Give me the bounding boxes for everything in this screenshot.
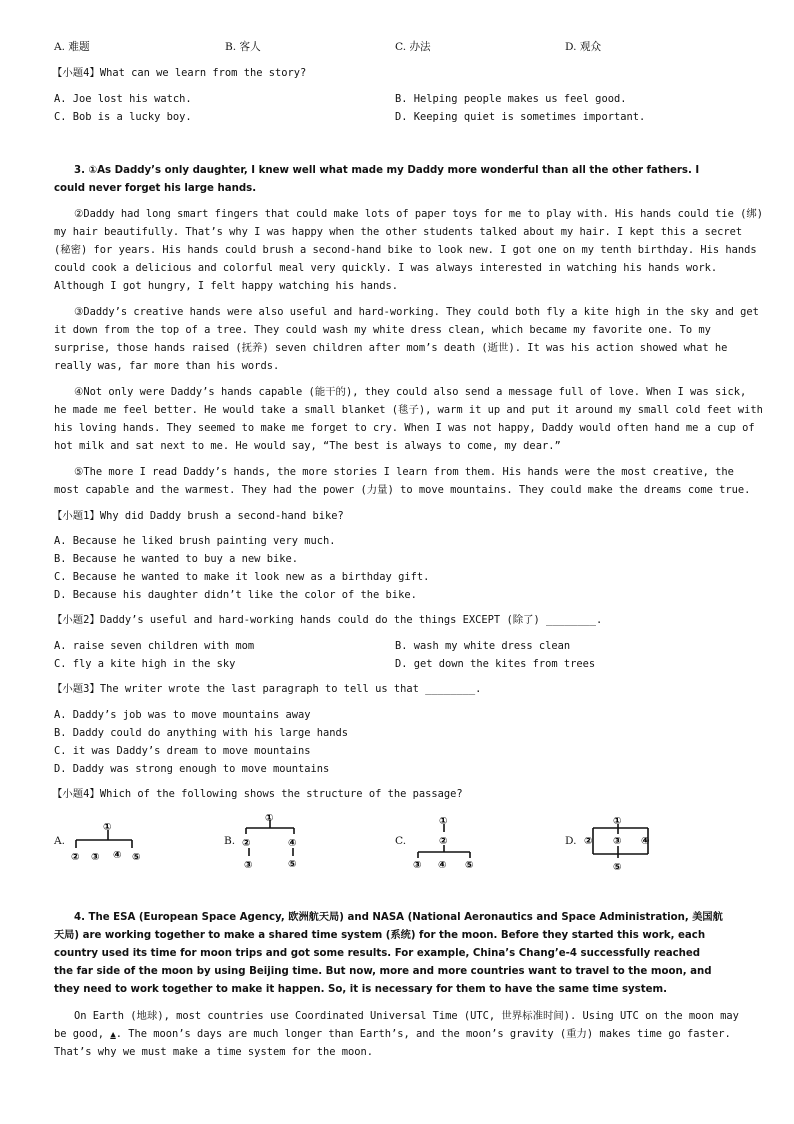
diagram-d-node-5: ⑤ bbox=[613, 862, 622, 873]
passage3-p4-line: he made me feel better. He would take a small blanket (毯子), warm it up and put it around my small cold feet with bbox=[54, 404, 763, 416]
diagram-c-node-5: ⑤ bbox=[465, 860, 474, 871]
passage4-p2-line2-start: be good, bbox=[54, 1028, 105, 1040]
passage4-p2-line2-end: . The moon’s days are much longer than Earth’s, and the moon’s gravity (重力) makes time go faster. bbox=[115, 1028, 731, 1040]
prev-q4-stem: 【小题4】What can we learn from the story? bbox=[52, 67, 307, 79]
prev-q4-option-a: A. Joe lost his watch. bbox=[54, 93, 192, 105]
passage4-bold-line: 4. The ESA (European Space Agency, 欧洲航天局) and NASA (National Aeronautics and Space Administration, 美国航 bbox=[74, 912, 723, 923]
q2-option-b: B. wash my white dress clean bbox=[395, 640, 571, 652]
q3-option-a: A. Daddy’s job was to move mountains away bbox=[54, 709, 311, 721]
structure-diagram-b bbox=[236, 810, 316, 870]
diagram-a-node-5: ⑤ bbox=[132, 852, 141, 863]
passage4-bold-line: they need to work together to make it happen. So, it is necessary for them to have the same time system. bbox=[54, 984, 668, 995]
q1-option-a: A. Because he liked brush painting very much. bbox=[54, 535, 336, 547]
diagram-b-node-4: ④ bbox=[288, 838, 297, 849]
diagram-d-node-3: ③ bbox=[613, 836, 622, 847]
diagram-b-node-3: ③ bbox=[244, 860, 253, 871]
passage4-p2-line1: On Earth (地球), most countries use Coordinated Universal Time (UTC, 世界标准时间). Using UTC on the moon may bbox=[74, 1010, 739, 1022]
structure-diagram-d bbox=[578, 812, 668, 872]
q2-option-a: A. raise seven children with mom bbox=[54, 640, 255, 652]
q1-option-d: D. Because his daughter didn’t like the color of the bike. bbox=[54, 589, 417, 601]
structure-diagram-a bbox=[66, 816, 156, 866]
passage3-p3-line: ③Daddy’s creative hands were also useful and hard-working. They could both fly a kite high in the sky and get bbox=[74, 306, 759, 318]
diagram-a-node-3: ③ bbox=[91, 852, 100, 863]
diagram-c-node-2: ② bbox=[439, 836, 448, 847]
q4-stem: 【小题4】Which of the following shows the structure of the passage? bbox=[52, 788, 463, 800]
passage3-p3-line: it down from the top of a tree. They could wash my white dress clean, which became my favorite one. To my bbox=[54, 324, 711, 336]
q4-option-c-letter: C. bbox=[395, 835, 407, 847]
prev-q4-option-c: C. Bob is a lucky boy. bbox=[54, 111, 192, 123]
passage3-p2-line: ②Daddy had long smart fingers that could make lots of paper toys for me to play with. His hands could tie (绑) bbox=[74, 208, 764, 220]
prev-q3-option-d: D. 观众 bbox=[565, 41, 602, 53]
prev-q4-option-d: D. Keeping quiet is sometimes important. bbox=[395, 111, 646, 123]
passage4-p2-line3: That’s why we must make a time system for the moon. bbox=[54, 1046, 374, 1058]
passage3-p2-line: Although I got hungry, I felt happy watching his hands. bbox=[54, 280, 399, 292]
prev-q3-option-a: A. 难题 bbox=[54, 41, 90, 53]
diagram-c-node-3: ③ bbox=[413, 860, 422, 871]
diagram-a-node-4: ④ bbox=[113, 850, 122, 861]
passage3-heading-line2: could never forget his large hands. bbox=[54, 183, 257, 194]
passage3-p4-line: hot milk and sat next to me. He would say, “The best is always to come, my dear.” bbox=[54, 440, 561, 452]
passage3-p3-line: surprise, those hands raised (抚养) seven children after mom’s death (逝世). It was his action showed what he bbox=[54, 342, 728, 354]
prev-q3-option-c: C. 办法 bbox=[395, 41, 431, 53]
q1-stem: 【小题1】Why did Daddy brush a second-hand bike? bbox=[52, 510, 344, 522]
diagram-c-node-4: ④ bbox=[438, 860, 447, 871]
diagram-d-node-1: ① bbox=[613, 816, 622, 827]
passage4-bold-line: the far side of the moon by using Beijing time. But now, more and more countries want to travel to the moon, and bbox=[54, 966, 712, 977]
diagram-a-node-2: ② bbox=[71, 852, 80, 863]
q2-option-c: C. fly a kite high in the sky bbox=[54, 658, 236, 670]
q3-option-b: B. Daddy could do anything with his large hands bbox=[54, 727, 349, 739]
passage3-p2-line: (秘密) for years. His hands could brush a second-hand bike to look new. I got one on my tenth birthday. His hands bbox=[54, 244, 757, 256]
passage3-p4-line: ④Not only were Daddy’s hands capable (能干的), they could also send a message full of love. When I was sick, bbox=[74, 386, 747, 398]
q3-option-c: C. it was Daddy’s dream to move mountains bbox=[54, 745, 311, 757]
passage3-heading-line1: 3. ①As Daddy’s only daughter, I knew well what made my Daddy more wonderful than all the other fathers. I bbox=[74, 165, 700, 176]
passage4-p2-line2 bbox=[54, 1027, 731, 1042]
passage4-bold-line: country used its time for moon trips and got some results. For example, China’s Chang’e-4 successfully reached bbox=[54, 948, 701, 959]
passage3-p2-line: my hair beautifully. That’s why I was happy when the other students talked about my hair. I kept this a secret bbox=[54, 226, 743, 238]
passage3-p3-line: really was, far more than his words. bbox=[54, 360, 280, 372]
q2-stem: 【小题2】Daddy’s useful and hard-working hands could do the things EXCEPT (除了) ________. bbox=[52, 614, 603, 626]
diagram-b-node-2: ② bbox=[242, 838, 251, 849]
q4-option-b-letter: B. bbox=[224, 835, 236, 847]
diagram-d-node-4: ④ bbox=[641, 836, 650, 847]
prev-q3-option-b: B. 客人 bbox=[225, 41, 261, 53]
q3-option-d: D. Daddy was strong enough to move mountains bbox=[54, 763, 330, 775]
diagram-a-node-1: ① bbox=[103, 822, 112, 833]
structure-diagram-c bbox=[408, 812, 488, 872]
q1-option-b: B. Because he wanted to buy a new bike. bbox=[54, 553, 298, 565]
q2-option-d: D. get down the kites from trees bbox=[395, 658, 596, 670]
diagram-b-node-5: ⑤ bbox=[288, 859, 297, 870]
q4-option-a-letter: A. bbox=[54, 835, 66, 847]
blank-triangle-marker: ▲ bbox=[110, 1030, 116, 1040]
passage3-p4-line: his loving hands. They seemed to make me forget to cry. When I was not happy, Daddy would often hand me a cup of bbox=[54, 422, 755, 434]
q3-stem: 【小题3】The writer wrote the last paragraph to tell us that ________. bbox=[52, 683, 482, 695]
q1-option-c: C. Because he wanted to make it look new as a birthday gift. bbox=[54, 571, 430, 583]
diagram-c-node-1: ① bbox=[439, 816, 448, 827]
diagram-d-node-2: ② bbox=[584, 836, 593, 847]
q4-option-d-letter: D. bbox=[565, 835, 577, 847]
passage4-bold-line: 天局) are working together to make a shared time system (系统) for the moon. Before they started this work, each bbox=[54, 930, 706, 941]
prev-q4-option-b: B. Helping people makes us feel good. bbox=[395, 93, 627, 105]
diagram-b-node-1: ① bbox=[265, 813, 274, 824]
passage3-p5-line: most capable and the warmest. They had the power (力量) to move mountains. They could make the dreams come true. bbox=[54, 484, 751, 496]
passage3-p2-line: could cook a delicious and colorful meal very quickly. I was always interested in watching his hands work. bbox=[54, 262, 718, 274]
passage3-p5-line: ⑤The more I read Daddy’s hands, the more stories I learn from them. His hands were the most creative, the bbox=[74, 466, 734, 478]
